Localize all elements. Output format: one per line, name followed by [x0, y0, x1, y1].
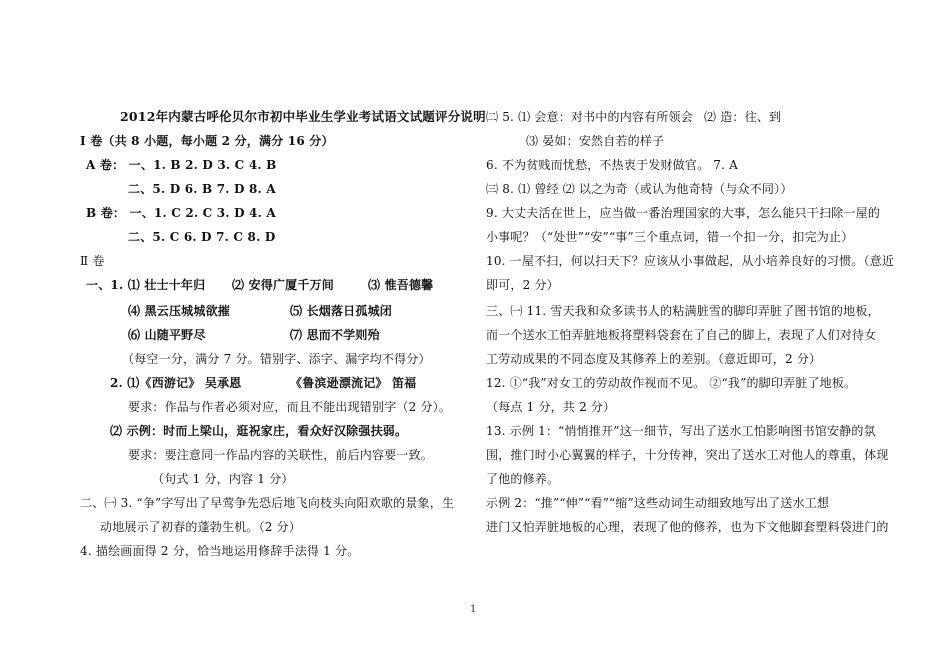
q3-line-2: 动地展示了初春的蓬勃生机。（2 分） [100, 520, 302, 534]
answer-a-2: 二、5. D 6. B 7. D 8. A [128, 182, 276, 196]
q1-4: ⑷ 黑云压城城欲摧 [128, 304, 230, 318]
q4: 4. 描绘画面得 2 分，恰当地运用修辞手法得 1 分。 [80, 544, 360, 558]
r-q10-line-2: 即可，2 分） [486, 278, 559, 292]
r-q11-line-1: 三、㈠ 11. 雪天我和众多读书人的粘满脏雪的脚印弄脏了图书馆的地板， [486, 304, 880, 318]
r-q9-line-2: 小事呢？（“处世”“安”“事”三个重点词，错一个扣一分，扣完为止） [486, 230, 854, 244]
q2-requirement-2: 要求：要注意同一作品内容的关联性，前后内容要一致。 [128, 448, 434, 462]
r-q10-line-1: 10. 一屋不扫，何以扫天下？应该从小事做起，从小培养良好的习惯。（意近 [486, 254, 895, 268]
q2-works-2: 《鲁滨逊漂流记》 笛福 [290, 376, 417, 390]
section-vol1: Ⅰ 卷（共 8 小题，每小题 2 分，满分 16 分） [80, 134, 334, 148]
q2-score: （句式 1 分，内容 1 分） [152, 472, 294, 486]
r-q13-line-3: 了他的修养。 [486, 472, 560, 486]
page-number: 1 [470, 604, 477, 615]
q1-5: ⑸ 长烟落日孤城闭 [290, 304, 392, 318]
r-q5-1: ㈡ 5. ⑴ 会意：对书中的内容有所领会 [486, 110, 693, 124]
r-q12-line-2: （每点 1 分，共 2 分） [486, 400, 616, 414]
r-q11-line-3: 工劳动成果的不同态度及其修养上的差别。（意近即可，2 分） [486, 352, 822, 366]
q1-6: ⑹ 山随平野尽 [128, 328, 206, 342]
q1-note: （每空一分，满分 7 分。错别字、添字、漏字均不得分） [122, 352, 431, 366]
r-q11-line-2: 而一个送水工怕弄脏地板将塑料袋套在了自己的脚上，表现了人们对待女 [486, 328, 877, 342]
answer-b-1: B 卷： 一、1. C 2. C 3. D 4. A [86, 206, 276, 220]
q3-line-1: 二、㈠ 3. “争”字写出了早莺争先恐后地飞向枝头向阳欢歌的景象，生 [80, 496, 455, 510]
r-q12-line-1: 12. ①“我”对女工的劳动故作视而不见。 ②“我”的脚印弄脏了地板。 [486, 376, 857, 390]
r-q6-7: 6. 不为贫贱而忧愁，不热衷于发财做官。 7. A [486, 158, 739, 172]
answer-a-1: A 卷： 一、1. B 2. D 3. C 4. B [86, 158, 277, 172]
q2-requirement-1: 要求：作品与作者必须对应，而且不能出现错别字（2 分）。 [128, 400, 452, 414]
q1-3: ⑶ 惟吾德馨 [368, 278, 434, 292]
q2-example: ⑵ 示例：时而上梁山，逛祝家庄，看众好汉除强扶弱。 [110, 424, 408, 438]
r-q13-line-4: 示例 2：“推”“伸”“看”“缩”这些动词生动细致地写出了送水工想 [486, 496, 830, 510]
r-q13-line-2: 围，推门时小心翼翼的样子，十分传神，突出了送水工对他人的尊重，体现 [486, 448, 889, 462]
q2-works-1: 2. ⑴《西游记》 吴承恩 [110, 376, 242, 390]
r-q13-line-5: 进门又怕弄脏地板的心理，表现了他的修养，也为下文他脚套塑料袋进门的 [486, 520, 889, 534]
answer-b-2: 二、5. C 6. D 7. C 8. D [128, 230, 276, 244]
q1-7: ⑺ 思而不学则殆 [290, 328, 380, 342]
r-q8: ㈢ 8. ⑴ 曾经 ⑵ 以之为奇（或认为他奇特（与众不同）） [486, 182, 793, 196]
doc-title: 2012年内蒙古呼伦贝尔市初中毕业生学业考试语文试题评分说明 [120, 109, 486, 124]
section-vol2: Ⅱ 卷 [80, 254, 105, 268]
r-q5-2: ⑵ 造：往、到 [704, 110, 782, 124]
q1-1: 一、1. ⑴ 壮士十年归 [86, 278, 206, 292]
r-q9-line-1: 9. 大丈夫活在世上，应当做一番治理国家的大事，怎么能只干扫除一屋的 [486, 206, 881, 220]
r-q13-line-1: 13. 示例 1：“悄悄推开”这一细节，写出了送水工怕影响图书馆安静的氛 [486, 424, 876, 438]
r-q5-3: ⑶ 晏如：安然自若的样子 [526, 134, 665, 148]
q1-2: ⑵ 安得广厦千万间 [232, 278, 334, 292]
